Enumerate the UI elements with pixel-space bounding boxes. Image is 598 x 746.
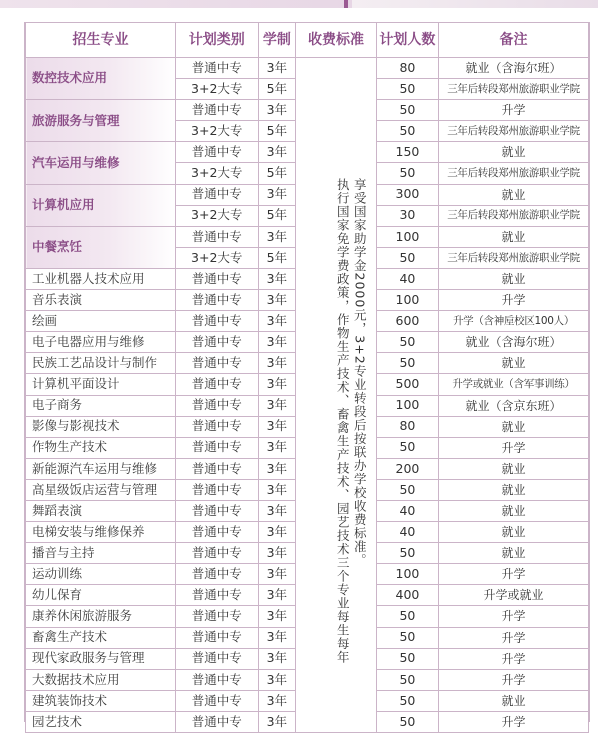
cell-system: 3年 [258, 290, 296, 311]
cell-count: 40 [376, 500, 438, 521]
cell-major: 计算机应用 [26, 184, 176, 226]
cell-note: 三年后转段郑州旅游职业学院 [439, 205, 589, 226]
cell-count: 150 [376, 142, 438, 163]
cell-system: 3年 [258, 606, 296, 627]
header-system: 学制 [258, 23, 296, 58]
cell-type: 普通中专 [175, 669, 258, 690]
cell-system: 3年 [258, 374, 296, 395]
cell-major: 旅游服务与管理 [26, 100, 176, 142]
cell-note: 升学 [439, 606, 589, 627]
cell-type: 普通中专 [175, 332, 258, 353]
cell-count: 50 [376, 669, 438, 690]
cell-note: 就业（含京东班） [439, 395, 589, 416]
cell-count: 200 [376, 458, 438, 479]
cell-note: 就业（含海尔班） [439, 332, 589, 353]
cell-count: 50 [376, 627, 438, 648]
cell-major: 舞蹈表演 [26, 500, 176, 521]
cell-system: 3年 [258, 416, 296, 437]
cell-count: 50 [376, 163, 438, 184]
cell-note: 就业 [439, 268, 589, 289]
cell-type: 普通中专 [175, 142, 258, 163]
cell-type: 3+2大专 [175, 79, 258, 100]
cell-note: 三年后转段郑州旅游职业学院 [439, 79, 589, 100]
cell-count: 50 [376, 711, 438, 732]
cell-major: 电子商务 [26, 395, 176, 416]
cell-system: 3年 [258, 226, 296, 247]
cell-fee-merged [296, 58, 377, 733]
cell-count: 30 [376, 205, 438, 226]
cell-note: 三年后转段郑州旅游职业学院 [439, 163, 589, 184]
cell-count: 50 [376, 100, 438, 121]
cell-count: 80 [376, 58, 438, 79]
cell-system: 5年 [258, 205, 296, 226]
cell-note: 就业 [439, 458, 589, 479]
cell-major: 工业机器人技术应用 [26, 268, 176, 289]
cell-count: 50 [376, 543, 438, 564]
cell-type: 普通中专 [175, 500, 258, 521]
cell-note: 就业（含海尔班） [439, 58, 589, 79]
cell-note: 就业 [439, 543, 589, 564]
cell-note: 升学 [439, 437, 589, 458]
cell-major: 建筑装饰技术 [26, 690, 176, 711]
cell-type: 普通中专 [175, 353, 258, 374]
cell-note: 升学或就业（含军事训练） [439, 374, 589, 395]
cell-system: 3年 [258, 500, 296, 521]
cell-type: 普通中专 [175, 437, 258, 458]
cell-system: 5年 [258, 79, 296, 100]
cell-major: 电梯安装与维修保养 [26, 522, 176, 543]
cell-count: 100 [376, 290, 438, 311]
cell-note: 升学 [439, 100, 589, 121]
cell-system: 3年 [258, 268, 296, 289]
fee-description [301, 178, 367, 733]
cell-type: 普通中专 [175, 100, 258, 121]
cell-count: 500 [376, 374, 438, 395]
cell-count: 50 [376, 79, 438, 100]
cell-type: 普通中专 [175, 374, 258, 395]
cell-note: 升学 [439, 669, 589, 690]
cell-count: 50 [376, 121, 438, 142]
cell-major: 幼儿保育 [26, 585, 176, 606]
cell-count: 80 [376, 416, 438, 437]
cell-system: 5年 [258, 163, 296, 184]
cell-note: 就业 [439, 690, 589, 711]
banner-photo [352, 0, 598, 8]
cell-type: 普通中专 [175, 564, 258, 585]
cell-system: 3年 [258, 437, 296, 458]
cell-note: 升学 [439, 648, 589, 669]
cell-note: 就业 [439, 184, 589, 205]
cell-major: 中餐烹饪 [26, 226, 176, 268]
table-header-row [26, 23, 589, 58]
cell-system: 3年 [258, 669, 296, 690]
cell-note: 三年后转段郑州旅游职业学院 [439, 121, 589, 142]
cell-count: 50 [376, 247, 438, 268]
cell-count: 50 [376, 353, 438, 374]
cell-major: 绘画 [26, 311, 176, 332]
cell-count: 100 [376, 226, 438, 247]
cell-type: 3+2大专 [175, 247, 258, 268]
top-banner-strip [0, 0, 598, 8]
cell-type: 普通中专 [175, 648, 258, 669]
cell-system: 3年 [258, 142, 296, 163]
cell-system: 3年 [258, 585, 296, 606]
cell-system: 3年 [258, 564, 296, 585]
cell-note: 三年后转段郑州旅游职业学院 [439, 247, 589, 268]
cell-type: 3+2大专 [175, 121, 258, 142]
cell-note: 就业 [439, 416, 589, 437]
cell-count: 50 [376, 690, 438, 711]
cell-system: 3年 [258, 648, 296, 669]
cell-note: 就业 [439, 142, 589, 163]
banner-accent-bar [344, 0, 348, 8]
cell-count: 400 [376, 585, 438, 606]
cell-count: 600 [376, 311, 438, 332]
header-major: 招生专业 [26, 23, 176, 58]
cell-note: 升学 [439, 290, 589, 311]
cell-major: 康养休闲旅游服务 [26, 606, 176, 627]
cell-type: 普通中专 [175, 290, 258, 311]
cell-note: 就业 [439, 500, 589, 521]
header-fee: 收费标准 [296, 23, 377, 58]
cell-system: 3年 [258, 543, 296, 564]
cell-note: 升学 [439, 564, 589, 585]
cell-system: 3年 [258, 100, 296, 121]
cell-major: 作物生产技术 [26, 437, 176, 458]
header-note: 备注 [439, 23, 589, 58]
enrollment-table [25, 22, 589, 733]
cell-major: 民族工艺品设计与制作 [26, 353, 176, 374]
cell-major: 现代家政服务与管理 [26, 648, 176, 669]
cell-type: 普通中专 [175, 58, 258, 79]
cell-note: 升学 [439, 627, 589, 648]
cell-major: 高星级饭店运营与管理 [26, 479, 176, 500]
cell-count: 40 [376, 522, 438, 543]
cell-type: 普通中专 [175, 458, 258, 479]
cell-count: 100 [376, 395, 438, 416]
cell-count: 50 [376, 437, 438, 458]
cell-note: 就业 [439, 479, 589, 500]
cell-count: 40 [376, 268, 438, 289]
cell-note: 就业 [439, 353, 589, 374]
cell-system: 3年 [258, 353, 296, 374]
cell-type: 普通中专 [175, 543, 258, 564]
cell-major: 汽车运用与维修 [26, 142, 176, 184]
cell-type: 普通中专 [175, 268, 258, 289]
cell-system: 3年 [258, 458, 296, 479]
cell-note: 升学或就业 [439, 585, 589, 606]
cell-system: 3年 [258, 479, 296, 500]
table-row [26, 58, 589, 79]
cell-type: 3+2大专 [175, 205, 258, 226]
cell-system: 3年 [258, 627, 296, 648]
cell-system: 3年 [258, 711, 296, 732]
cell-major: 播音与主持 [26, 543, 176, 564]
cell-type: 普通中专 [175, 711, 258, 732]
cell-system: 3年 [258, 332, 296, 353]
cell-type: 普通中专 [175, 627, 258, 648]
cell-type: 普通中专 [175, 585, 258, 606]
header-type: 计划类别 [175, 23, 258, 58]
header-count: 计划人数 [376, 23, 438, 58]
cell-type: 普通中专 [175, 479, 258, 500]
cell-note: 升学 [439, 711, 589, 732]
table-body [26, 58, 589, 733]
fee-text-column-1: 享受国家助学金2000元，3+2专业转段后按联办学校收费标准。 [352, 178, 368, 568]
cell-major: 数控技术应用 [26, 58, 176, 100]
cell-type: 普通中专 [175, 395, 258, 416]
cell-system: 3年 [258, 311, 296, 332]
cell-system: 3年 [258, 58, 296, 79]
cell-major: 大数据技术应用 [26, 669, 176, 690]
cell-count: 50 [376, 332, 438, 353]
cell-major: 计算机平面设计 [26, 374, 176, 395]
cell-count: 300 [376, 184, 438, 205]
cell-type: 普通中专 [175, 184, 258, 205]
cell-system: 3年 [258, 395, 296, 416]
cell-note: 就业 [439, 226, 589, 247]
cell-type: 普通中专 [175, 606, 258, 627]
cell-system: 3年 [258, 184, 296, 205]
cell-major: 运动训练 [26, 564, 176, 585]
cell-system: 3年 [258, 522, 296, 543]
cell-major: 电子电器应用与维修 [26, 332, 176, 353]
cell-type: 普通中专 [175, 226, 258, 247]
cell-system: 5年 [258, 247, 296, 268]
cell-type: 普通中专 [175, 690, 258, 711]
cell-major: 新能源汽车运用与维修 [26, 458, 176, 479]
cell-major: 音乐表演 [26, 290, 176, 311]
cell-type: 普通中专 [175, 311, 258, 332]
cell-major: 畜禽生产技术 [26, 627, 176, 648]
cell-count: 50 [376, 479, 438, 500]
cell-note: 就业 [439, 522, 589, 543]
fee-text-column-2: 执行国家免学费政策，作物生产技术、畜禽生产技术、园艺技术三个专业每生每年 [335, 178, 351, 664]
cell-major: 影像与影视技术 [26, 416, 176, 437]
cell-major: 园艺技术 [26, 711, 176, 732]
cell-count: 100 [376, 564, 438, 585]
cell-count: 50 [376, 648, 438, 669]
cell-system: 5年 [258, 121, 296, 142]
enrollment-table-container [24, 22, 590, 729]
cell-type: 3+2大专 [175, 163, 258, 184]
cell-count: 50 [376, 606, 438, 627]
cell-note: 升学（含神垕校区100人） [439, 311, 589, 332]
cell-system: 3年 [258, 690, 296, 711]
cell-type: 普通中专 [175, 416, 258, 437]
cell-type: 普通中专 [175, 522, 258, 543]
